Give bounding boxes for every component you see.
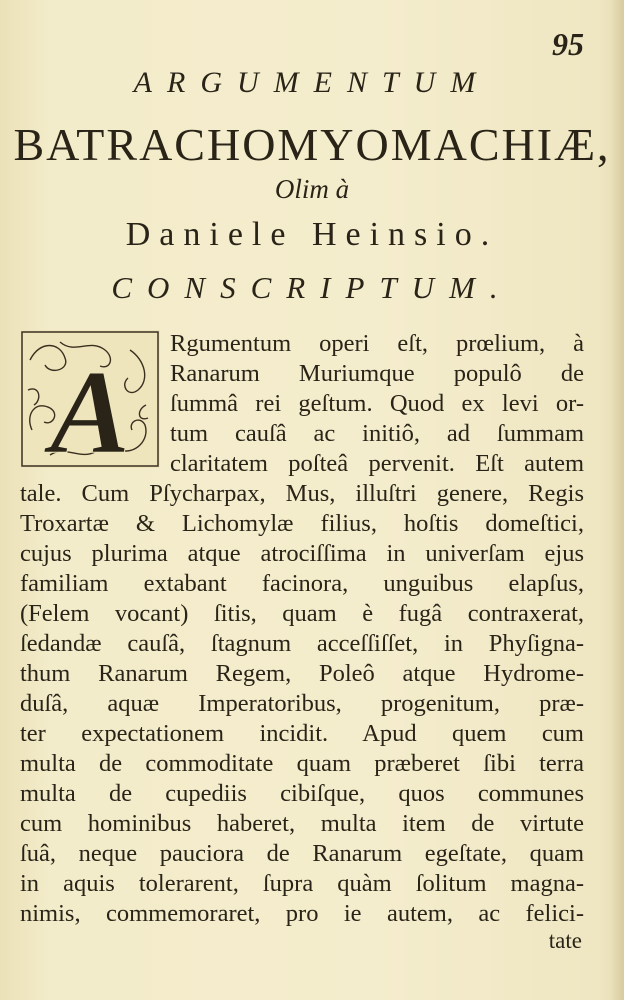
text-line: Rgumentum operi eſt, prœlium, à [170, 330, 584, 357]
text-line: tum cauſâ ac initiô, ad ſummam [170, 420, 584, 447]
text-line: tale. Cum Pſycharpax, Mus, illuſtri genere, Regis [20, 480, 584, 507]
text-line: cum hominibus haberet, multa item de virtute [20, 810, 584, 837]
heading-author: Daniele Heinsio. [125, 216, 499, 253]
initial-letter: A [49, 345, 131, 468]
text-line: multa de commoditate quam præberet ſibi terra [20, 750, 584, 777]
text-line: ſedandæ cauſâ, ſtagnum acceſſiſſet, in Phyſigna- [20, 630, 584, 657]
heading-argumentum: ARGUMENTUM [133, 66, 491, 99]
text-line: in aquis tolerarent, ſupra quàm ſolitum magna- [20, 870, 584, 897]
text-line: (Felem vocant) ſitis, quam è fugâ contraxerat, [20, 600, 584, 627]
decorated-initial-a-icon [20, 330, 160, 468]
text-line: cujus plurima atque atrociſſima in univerſam ejus [20, 540, 584, 567]
text-line: Ranarum Muriumque populô de [170, 360, 584, 387]
heading-olim: Olim à [274, 174, 350, 204]
text-line: ſuâ, neque pauciora de Ranarum egeſtate, quam [20, 840, 584, 867]
page-number: 95 [552, 26, 584, 62]
text-line: thum Ranarum Regem, Poleô atque Hydrome- [20, 660, 584, 687]
text-line: ſummâ rei geſtum. Quod ex levi or- [170, 390, 584, 417]
heading-conscriptum: CONSCRIPTUM. [111, 270, 513, 305]
text-line: Troxartæ & Lichomylæ filius, hoſtis domeſtici, [20, 510, 584, 537]
text-line: multa de cupediis cibiſque, quos communes [20, 780, 584, 807]
text-line: ter expectationem incidit. Apud quem cum [20, 720, 584, 747]
text-line: claritatem poſteâ pervenit. Eſt autem [170, 450, 584, 477]
heading-title: BATRACHOMYOMACHIÆ, [13, 119, 611, 170]
text-line: familiam extabant facinora, unguibus elapſus, [20, 570, 584, 597]
catchword: tate [548, 928, 582, 953]
text-line: duſâ, aquæ Imperatoribus, progenitum, præ- [20, 690, 584, 717]
text-line: nimis, commemoraret, pro ie autem, ac felici- [20, 900, 584, 927]
decorated-initial [20, 330, 160, 468]
